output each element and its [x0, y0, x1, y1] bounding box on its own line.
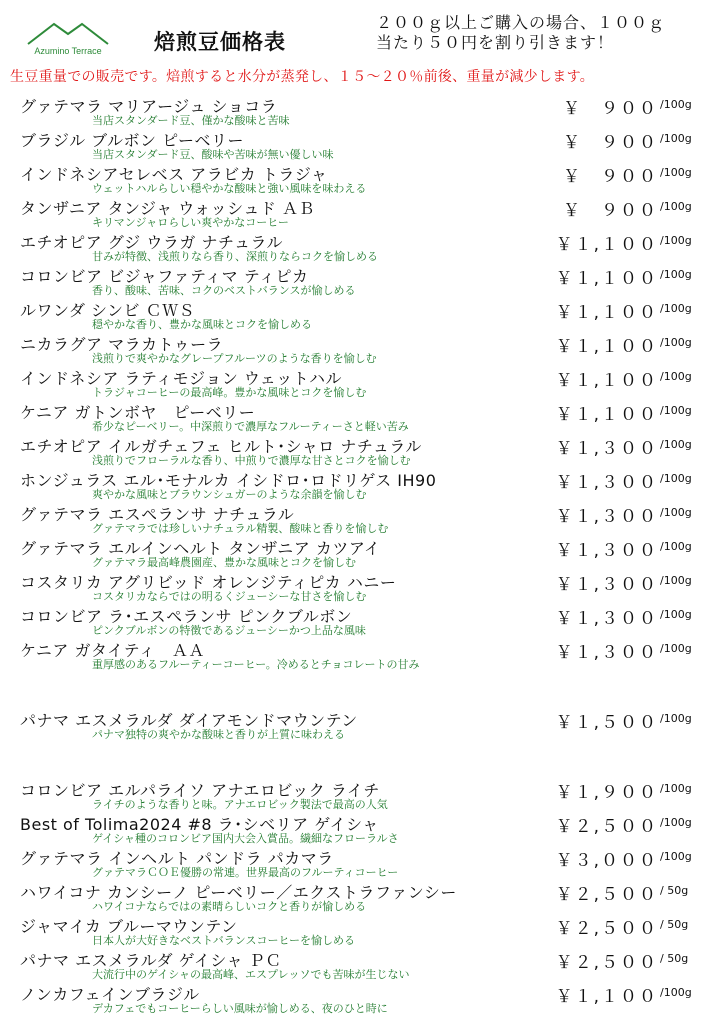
- product-name: エチオピア イルガチェフェ ヒルト･シャロ ナチュラル: [20, 437, 422, 456]
- list-item: [0, 398, 724, 432]
- price-unit: /100g: [660, 540, 692, 553]
- product-price: ￥１,１００: [555, 269, 658, 289]
- product-price: ￥１,１００: [555, 337, 658, 357]
- product-description: コスタリカならではの明るくジューシーな甘さを愉しむ: [92, 590, 367, 603]
- discount-line-1: ２００ｇ以上ご購入の場合、１００ｇ: [376, 13, 666, 32]
- list-item: [0, 912, 724, 946]
- product-name: グァテマラ エルインヘルト タンザニア カツアイ: [20, 539, 381, 558]
- product-name: ホンジュラス エル･モナルカ イシドロ･ロドリゲス IH90: [20, 471, 437, 490]
- group-spacer: [0, 740, 724, 776]
- product-name: パナマ エスメラルダ ゲイシャ ＰＣ: [20, 951, 282, 970]
- discount-notice: [376, 13, 665, 53]
- product-name: ノンカフェインブラジル: [20, 985, 200, 1004]
- product-price: ￥１,３００: [555, 609, 658, 629]
- discount-line-2: 当たり５０円を割り引きます！: [376, 33, 615, 52]
- product-price: ￥１,３００: [555, 643, 658, 663]
- product-name: タンザニア タンジャ ウォッシュド ＡＢ: [20, 199, 315, 218]
- product-description: 爽やかな風味とブラウンシュガーのような余韻を愉しむ: [92, 488, 367, 501]
- product-price: ￥１,３００: [555, 473, 658, 493]
- product-name: インドネシア ラティモジョン ウェットハル: [20, 369, 342, 388]
- price-unit: /100g: [660, 370, 692, 383]
- product-name: グァテマラ マリアージュ ショコラ: [20, 97, 278, 116]
- product-name: インドネシアセレベス アラビカ トラジャ: [20, 165, 328, 184]
- price-list: [0, 92, 724, 1014]
- product-name: コロンビア ラ･エスペランサ ピンクブルボン: [20, 607, 353, 626]
- list-item: [0, 500, 724, 534]
- product-name: ジャマイカ ブルーマウンテン: [20, 917, 238, 936]
- product-price: ￥１,３００: [555, 541, 658, 561]
- header: [0, 0, 724, 92]
- price-unit: /100g: [660, 268, 692, 281]
- product-description: ライチのような香りと味。アナエロビック製法で最高の人気: [92, 798, 388, 811]
- list-item: [0, 194, 724, 228]
- list-item: [0, 636, 724, 670]
- list-item: [0, 160, 724, 194]
- product-price: ￥１,１００: [555, 371, 658, 391]
- price-unit: /100g: [660, 302, 692, 315]
- product-price: ￥２,５００: [555, 885, 658, 905]
- product-name: グァテマラ インヘルト パンドラ パカマラ: [20, 849, 334, 868]
- list-item: [0, 432, 724, 466]
- price-unit: /100g: [660, 132, 692, 145]
- product-description: グァテマラＣＯＥ優勝の常連。世界最高のフルーティコーヒー: [92, 866, 399, 879]
- product-description: グァテマラ最高峰農園産、豊かな風味とコクを愉しむ: [92, 556, 356, 569]
- logo: [18, 20, 118, 60]
- product-price: ￥１,１００: [555, 235, 658, 255]
- list-item: [0, 364, 724, 398]
- product-name: ケニア ガトンボヤ ピーベリー: [20, 403, 256, 422]
- price-unit: /100g: [660, 166, 692, 179]
- product-price: ￥２,５００: [555, 817, 658, 837]
- product-description: 日本人が大好きなベストバランスコーヒーを愉しめる: [92, 934, 356, 947]
- list-item: [0, 534, 724, 568]
- product-price: ￥２,５００: [555, 919, 658, 939]
- product-description: 穏やかな香り、豊かな風味とコクを愉しめる: [92, 318, 312, 331]
- price-unit: /100g: [660, 472, 692, 485]
- product-name: コスタリカ アグリビッド オレンジティピカ ハニー: [20, 573, 397, 592]
- product-description: 浅煎りで爽やかなグレープフルーツのような香りを愉しむ: [92, 352, 377, 365]
- product-price: ￥１,５００: [555, 713, 658, 733]
- list-item: [0, 296, 724, 330]
- list-item: [0, 262, 724, 296]
- product-description: 重厚感のあるフルーティーコーヒー。冷めるとチョコレートの甘み: [92, 658, 420, 671]
- product-price: ￥１,３００: [555, 507, 658, 527]
- product-description: ハワイコナならではの素晴らしいコクと香りが愉しめる: [92, 900, 367, 913]
- list-item: [0, 706, 724, 740]
- list-item: [0, 946, 724, 980]
- price-unit: /100g: [660, 200, 692, 213]
- product-name: ケニア ガタイティ ＡＡ: [20, 641, 205, 660]
- product-price: ￥１,３００: [555, 439, 658, 459]
- price-unit: /100g: [660, 642, 692, 655]
- list-item: [0, 980, 724, 1014]
- product-description: キリマンジャロらしい爽やかなコーヒー: [92, 216, 289, 229]
- price-unit: /100g: [660, 438, 692, 451]
- product-description: トラジャコーヒーの最高峰。豊かな風味とコクを愉しむ: [92, 386, 367, 399]
- product-name: Best of Tolima2024 #8 ラ･シベリア ゲイシャ: [20, 815, 379, 834]
- product-name: ルワンダ シンビ ＣＷＳ: [20, 301, 196, 320]
- product-name: ハワイコナ カンシーノ ピーベリー／エクストラファンシー: [20, 883, 457, 902]
- product-description: ピンクブルボンの特徴であるジューシーかつ上品な風味: [92, 624, 366, 637]
- price-unit: /100g: [660, 782, 692, 795]
- product-price: ￥ ９００: [563, 99, 658, 119]
- product-description: ウェットハルらしい穏やかな酸味と強い風味を味わえる: [92, 182, 367, 195]
- house-roof-icon: [26, 20, 110, 46]
- logo-text: Azumino Terrace: [34, 46, 102, 56]
- weight-notice: 生豆重量での販売です。焙煎すると水分が蒸発し、１５～２０％前後、重量が減少します。: [10, 69, 595, 85]
- price-unit: /100g: [660, 712, 692, 725]
- product-description: 甘みが特徴、浅煎りなら香り、深煎りならコクを愉しめる: [92, 250, 378, 263]
- list-item: [0, 568, 724, 602]
- product-name: コロンビア エルパライソ アナエロビック ライチ: [20, 781, 380, 800]
- price-unit: /100g: [660, 506, 692, 519]
- price-unit: / 50g: [660, 918, 689, 931]
- product-description: 当店スタンダード豆、酸味や苦味が無い優しい味: [92, 148, 334, 161]
- product-description: グァテマラでは珍しいナチュラル精製、酸味と香りを愉しむ: [92, 522, 389, 535]
- product-name: グァテマラ エスペランサ ナチュラル: [20, 505, 295, 524]
- product-price: ￥１,１００: [555, 987, 658, 1007]
- product-name: エチオピア グジ ウラガ ナチュラル: [20, 233, 283, 252]
- product-price: ￥ ９００: [563, 167, 658, 187]
- product-description: デカフェでもコーヒーらしい風味が愉しめる、夜のひと時に: [92, 1002, 388, 1015]
- product-price: ￥１,９００: [555, 783, 658, 803]
- list-item: [0, 92, 724, 126]
- list-item: [0, 330, 724, 364]
- price-unit: /100g: [660, 850, 692, 863]
- list-item: [0, 776, 724, 810]
- price-unit: /100g: [660, 404, 692, 417]
- list-item: [0, 126, 724, 160]
- product-name: ブラジル ブルボン ピーベリー: [20, 131, 244, 150]
- product-price: ￥１,３００: [555, 575, 658, 595]
- product-description: パナマ独特の爽やかな酸味と香りが上質に味わえる: [92, 728, 345, 741]
- product-name: コロンビア ビジャファティマ ティピカ: [20, 267, 309, 286]
- price-unit: /100g: [660, 234, 692, 247]
- list-item: [0, 228, 724, 262]
- price-unit: /100g: [660, 816, 692, 829]
- product-name: パナマ エスメラルダ ダイアモンドマウンテン: [20, 711, 358, 730]
- price-unit: / 50g: [660, 884, 689, 897]
- price-unit: / 50g: [660, 952, 689, 965]
- product-name: ニカラグア マラカトゥーラ: [20, 335, 224, 354]
- list-item: [0, 810, 724, 844]
- price-unit: /100g: [660, 608, 692, 621]
- list-item: [0, 878, 724, 912]
- price-unit: /100g: [660, 98, 692, 111]
- product-description: 香り、酸味、苦味、コクのベストバランスが愉しめる: [92, 284, 356, 297]
- product-price: ￥２,５００: [555, 953, 658, 973]
- group-spacer: [0, 670, 724, 706]
- product-description: 大流行中のゲイシャの最高峰、エスプレッソでも苦味が生じない: [92, 968, 410, 981]
- price-unit: /100g: [660, 336, 692, 349]
- list-item: [0, 602, 724, 636]
- product-description: 希少なピーベリー。中深煎りで濃厚なフルーティーさと軽い苦み: [92, 420, 409, 433]
- price-unit: /100g: [660, 986, 692, 999]
- product-description: ゲイシャ種のコロンビア国内大会入賞品。繊細なフローラルさ: [92, 832, 399, 845]
- product-price: ￥１,１００: [555, 405, 658, 425]
- page-title: 焙煎豆価格表: [154, 30, 286, 54]
- product-price: ￥１,１００: [555, 303, 658, 323]
- list-item: [0, 844, 724, 878]
- product-description: 当店スタンダード豆、僅かな酸味と苦味: [92, 114, 290, 127]
- price-unit: /100g: [660, 574, 692, 587]
- product-price: ￥３,０００: [555, 851, 658, 871]
- product-price: ￥ ９００: [563, 133, 658, 153]
- list-item: [0, 466, 724, 500]
- product-price: ￥ ９００: [563, 201, 658, 221]
- product-description: 浅煎りでフローラルな香り、中煎りで濃厚な甘さとコクを愉しむ: [92, 454, 411, 467]
